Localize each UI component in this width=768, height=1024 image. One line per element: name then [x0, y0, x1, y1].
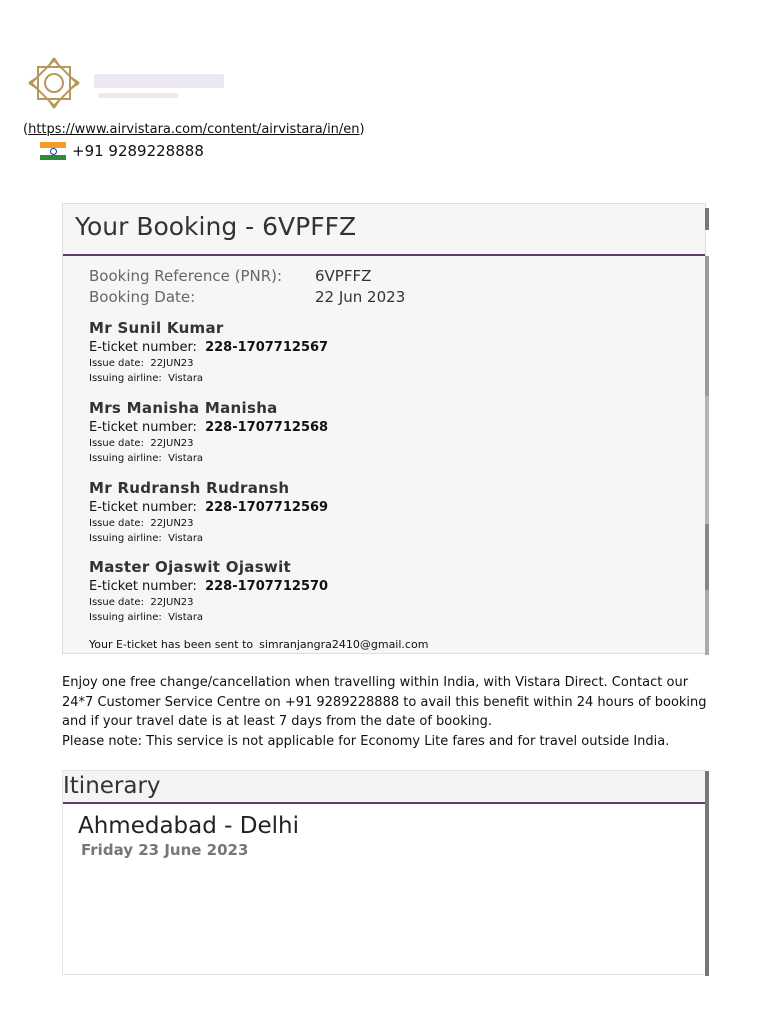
passenger-name: Master Ojaswit Ojaswit	[89, 558, 291, 576]
eticket-sent-label: Your E-ticket has been sent to	[89, 638, 254, 651]
notice-paragraph: Enjoy one free change/cancellation when travelling within India, with Vistara Direct. Contact our 24*7 Customer Service Centre on +91 9289228888 to avail this benefit within 24 hours of booking and if your travel date is at least 7 days from the date of booking.	[62, 675, 707, 729]
eticket-sent-email: simranjangra2410@gmail.com	[259, 638, 429, 651]
vistara-wordmark-icon	[92, 66, 232, 106]
issuing-airline-line: Issuing airline: Vistara	[89, 612, 204, 623]
pnr-value: 6VPFFZ	[315, 267, 372, 285]
passenger-item	[89, 319, 328, 385]
eticket-number: 228-1707712568	[205, 420, 329, 435]
passenger-name: Mrs Manisha Manisha	[89, 399, 278, 417]
passenger-item	[89, 558, 328, 624]
itinerary-card	[62, 770, 706, 975]
itinerary-edge	[705, 771, 709, 976]
phone-number: +91 9289228888	[72, 142, 204, 160]
booking-date-value: 22 Jun 2023	[315, 288, 406, 306]
issue-date-line: Issue date: 22JUN23	[89, 518, 194, 529]
eticket-line: E-ticket number: 228-1707712569	[89, 500, 329, 515]
eticket-sent-line	[89, 638, 428, 651]
passenger-name: Mr Sunil Kumar	[89, 319, 224, 337]
passenger-item	[89, 479, 328, 545]
phone-line	[40, 142, 204, 160]
eticket-number: 228-1707712569	[205, 500, 329, 515]
eticket-number: 228-1707712567	[205, 340, 329, 355]
passenger-item	[89, 399, 328, 465]
pnr-row	[89, 267, 372, 285]
booking-card	[62, 203, 706, 654]
notice-note: Please note: This service is not applicable for Economy Lite fares and for travel outside India.	[62, 733, 670, 749]
title-divider	[63, 254, 705, 256]
issuing-airline-line: Issuing airline: Vistara	[89, 453, 204, 464]
booking-date-label: Booking Date:	[89, 288, 196, 306]
website-link-line: (https://www.airvistara.com/content/airvistara/in/en)	[23, 122, 365, 137]
issuing-airline-line: Issuing airline: Vistara	[89, 533, 204, 544]
booking-title: Your Booking - 6VPFFZ	[75, 212, 357, 241]
itinerary-title: Itinerary	[63, 773, 161, 799]
vistara-logo-icon	[26, 56, 82, 110]
eticket-number: 228-1707712570	[205, 579, 329, 594]
pnr-label: Booking Reference (PNR):	[89, 267, 283, 285]
flight-route: Ahmedabad - Delhi	[78, 813, 299, 839]
booking-date-row	[89, 288, 406, 306]
cancellation-notice	[62, 673, 712, 751]
flight-date: Friday 23 June 2023	[81, 841, 249, 859]
eticket-line: E-ticket number: 228-1707712570	[89, 579, 329, 594]
issue-date-line: Issue date: 22JUN23	[89, 597, 194, 608]
india-flag-icon	[40, 142, 66, 160]
passenger-name: Mr Rudransh Rudransh	[89, 479, 290, 497]
issuing-airline-line: Issuing airline: Vistara	[89, 373, 204, 384]
issue-date-line: Issue date: 22JUN23	[89, 358, 194, 369]
eticket-line: E-ticket number: 228-1707712568	[89, 420, 329, 435]
issue-date-line: Issue date: 22JUN23	[89, 438, 194, 449]
eticket-line: E-ticket number: 228-1707712567	[89, 340, 329, 355]
itinerary-divider	[63, 802, 705, 804]
website-link[interactable]: https://www.airvistara.com/content/airvistara/in/en	[28, 122, 360, 137]
